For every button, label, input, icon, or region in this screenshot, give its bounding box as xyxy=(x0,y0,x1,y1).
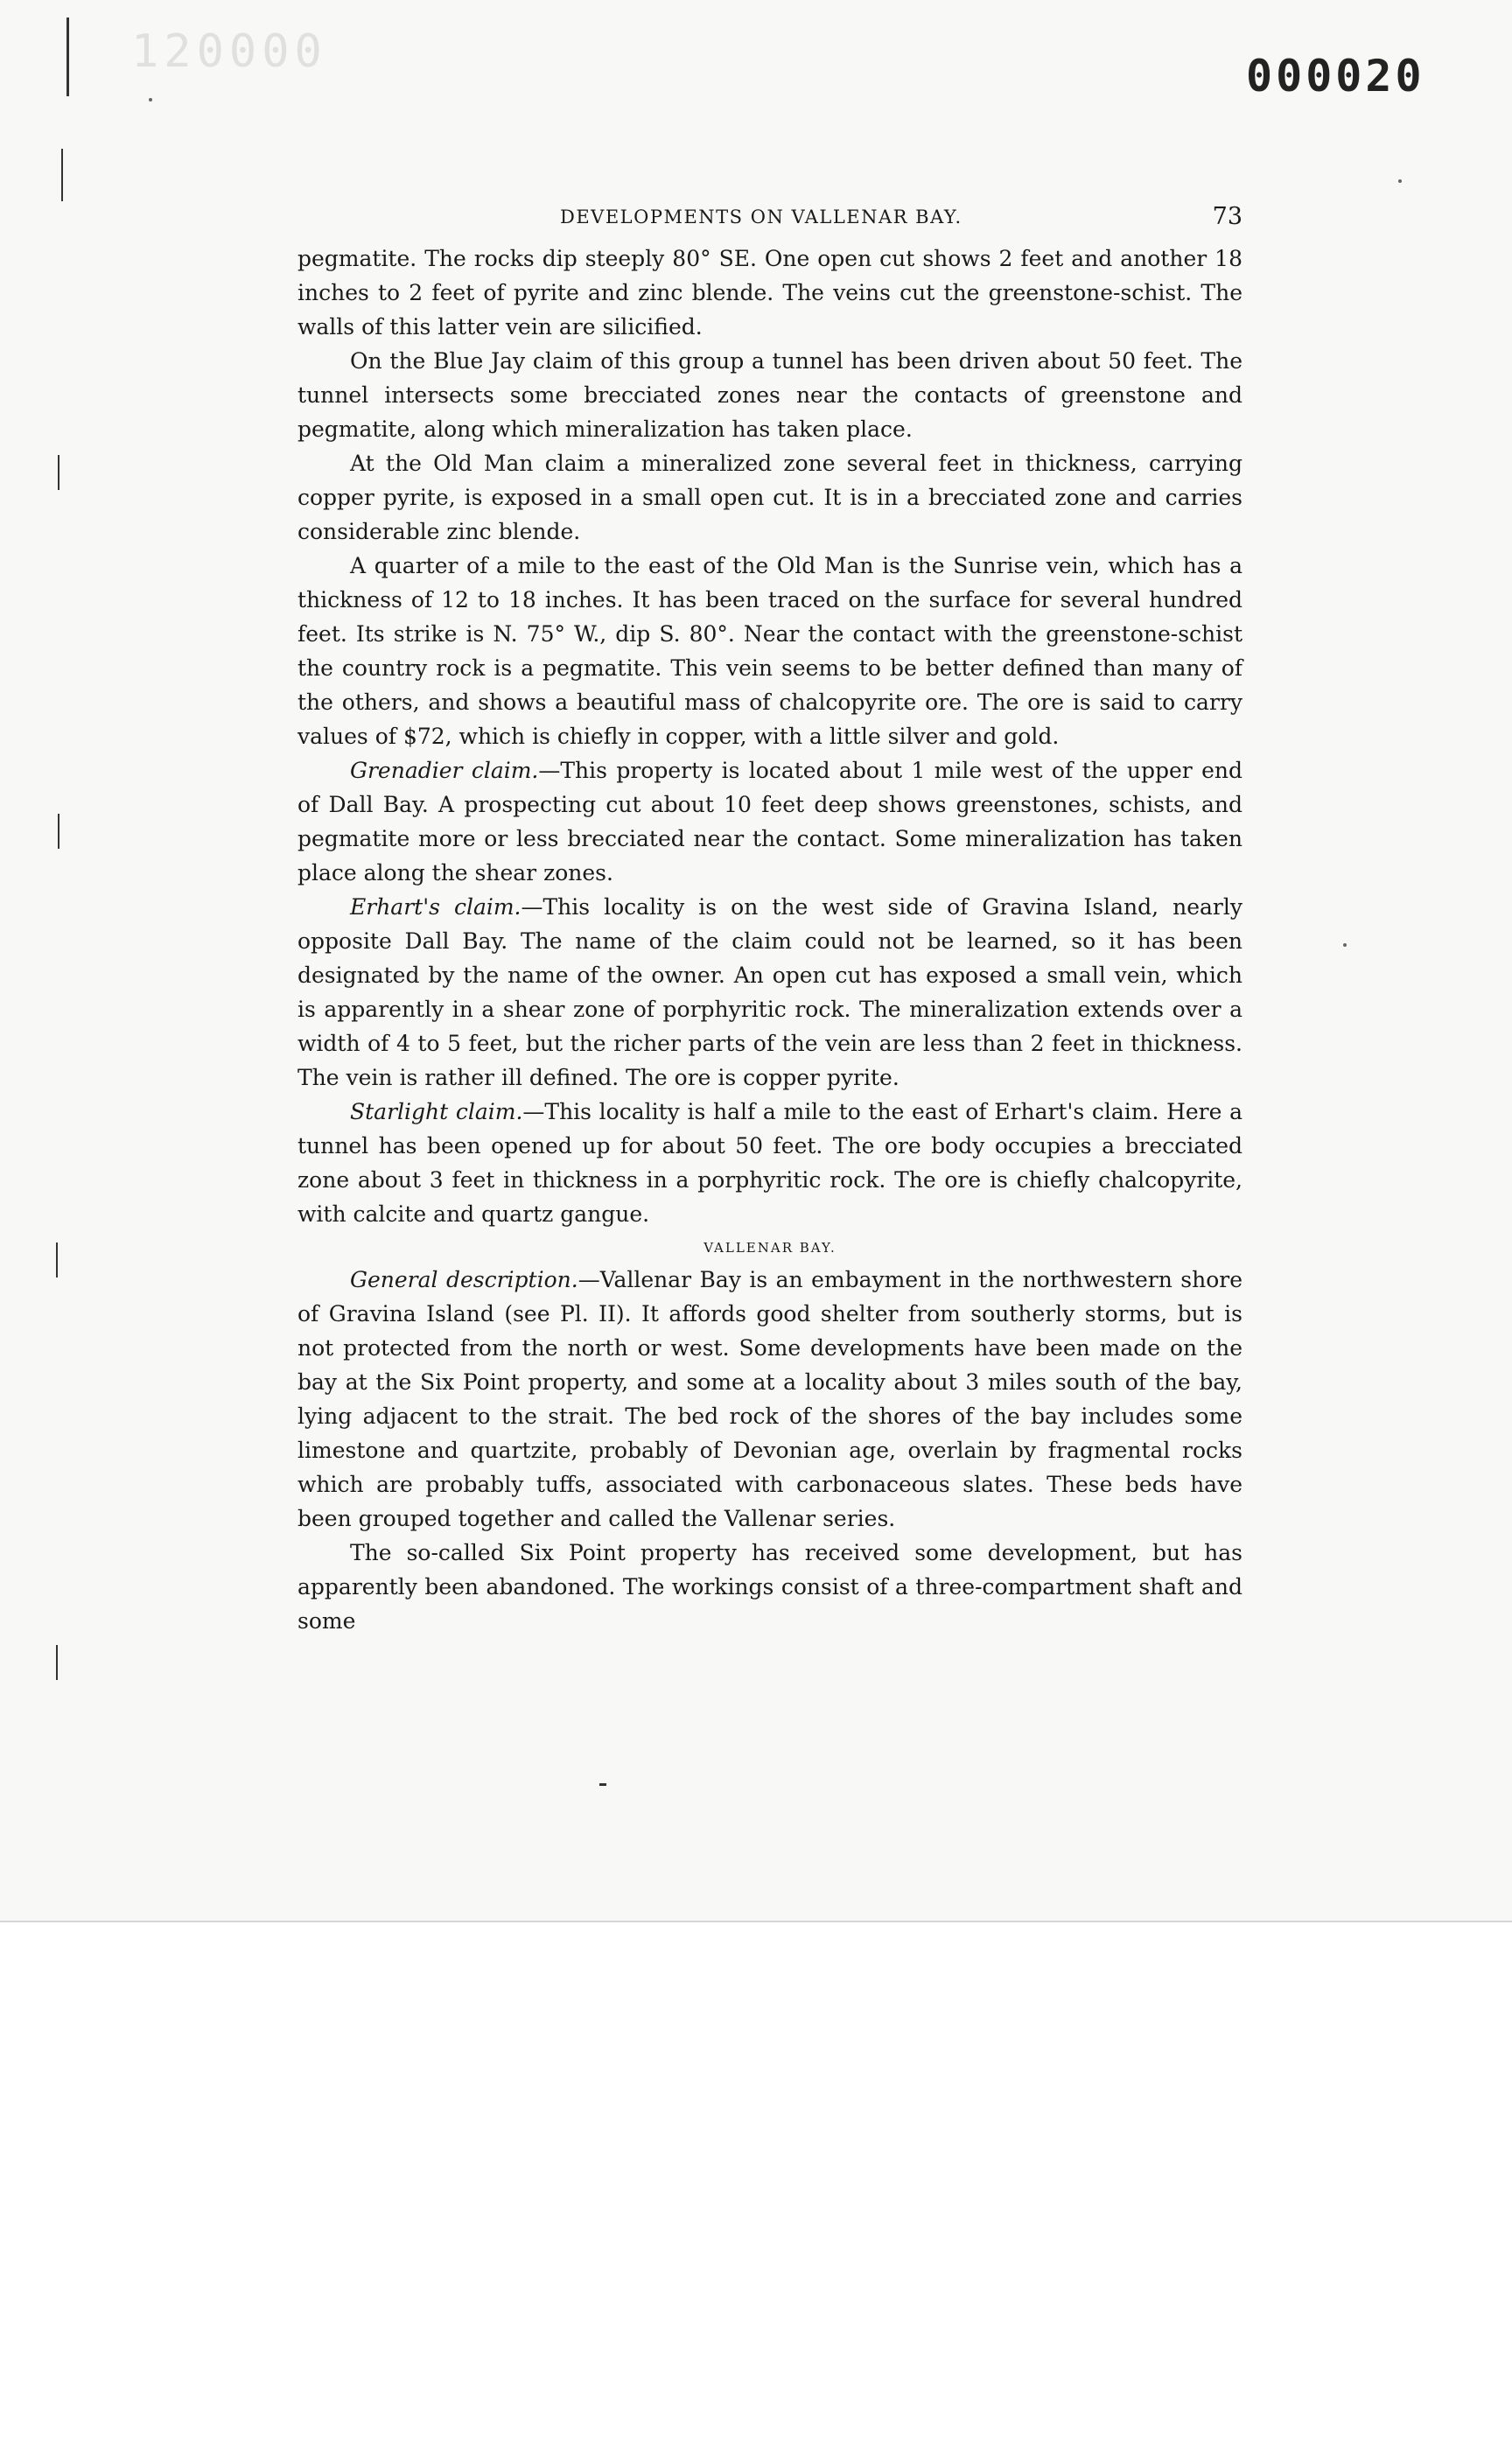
paragraph: At the Old Man claim a mineralized zone several feet in thickness, carrying copper pyrite, is exposed in a small open cut. It is in a brecciated zone and carries considerable zinc blende. xyxy=(298,451,1242,544)
paragraph: Erhart's claim.—This locality is on the west side of Gravina Island, nearly opposite Dall Bay. The name of the claim could not be learned, so it has been designated by the name of the owner. An open cut has exposed a small vein, which is apparently in a shear zone of porphyritic rock. The mineralization extends over a width of 4 to 5 feet, but the richer parts of the vein are less than 2 feet in thickness. The vein is rather ill defined. The ore is copper pyrite. xyxy=(298,894,1242,1090)
paragraph: On the Blue Jay claim of this group a tunnel has been driven about 50 feet. The tunnel intersects some brecciated zones near the contacts of greenstone and pegmatite, along which mineralization has taken place. xyxy=(298,348,1242,442)
left-margin-mark xyxy=(56,1242,58,1278)
speck xyxy=(1343,943,1347,947)
left-margin-mark xyxy=(56,1645,58,1680)
paragraph: The so-called Six Point property has received some development, but has apparently been abandoned. The workings consist of a three-compartment shaft and some xyxy=(298,1540,1242,1634)
left-margin-mark xyxy=(61,149,63,201)
page-header xyxy=(298,192,1242,242)
left-margin-mark xyxy=(58,814,60,849)
running-head: DEVELOPMENTS ON VALLENAR BAY. xyxy=(560,206,962,228)
book-page xyxy=(298,192,1242,1638)
paragraph: Grenadier claim.—This property is located about 1 mile west of the upper end of Dall Bay. A prospecting cut about 10 feet deep shows greenstones, schists, and pegmatite more or less brecciated near the contact. Some mineralization has taken place along the shear zones. xyxy=(298,758,1242,886)
page-number: 73 xyxy=(1212,203,1242,230)
left-margin-mark xyxy=(58,455,60,490)
paragraph: Starlight claim.—This locality is half a mile to the east of Erhart's claim. Here a tunnel has been opened up for about 50 feet. The ore body occupies a brecciated zone about 3 feet in thickness in a porphyritic rock. The ore is chiefly chalcopyrite, with calcite and quartz gangue. xyxy=(298,1099,1243,1227)
bleed-through-number: 120000 xyxy=(131,25,327,78)
page-stamp-number: 000020 xyxy=(1246,51,1425,102)
speck xyxy=(149,98,152,102)
left-margin-mark xyxy=(66,18,69,96)
section-heading: VALLENAR BAY. xyxy=(704,1240,836,1256)
stray-mark xyxy=(599,1783,606,1786)
speck xyxy=(1398,179,1402,183)
paragraph: General description.—Vallenar Bay is an embayment in the northwestern shore of Gravina Island (see Pl. II). It affords good shelter from southerly storms, but is not protected from the north or west. Some developments have been made on the bay at the Six Point property, and some at a locality about 3 miles south of the bay, lying adjacent to the strait. The bed rock of the shores of the bay includes some limestone and quartzite, probably of Devonian age, overlain by fragmental rocks which are probably tuffs, associated with carbonaceous slates. These beds have been grouped together and called the Vallenar series. xyxy=(298,1267,1243,1531)
paragraph: pegmatite. The rocks dip steeply 80° SE. One open cut shows 2 feet and another 18 inches to 2 feet of pyrite and zinc blende. The veins cut the greenstone-schist. The walls of this latter vein are silicified. xyxy=(298,246,1242,340)
paragraph: A quarter of a mile to the east of the Old Man is the Sunrise vein, which has a thickness of 12 to 18 inches. It has been traced on the surface for several hundred feet. Its strike is N. 75° W., dip S. 80°. Near the contact with the greenstone-schist the country rock is a pegmatite. This vein seems to be better defined than many of the others, and shows a beautiful mass of chalcopyrite ore. The ore is said to carry values of $72, which is chiefly in copper, with a little silver and gold. xyxy=(298,553,1242,749)
